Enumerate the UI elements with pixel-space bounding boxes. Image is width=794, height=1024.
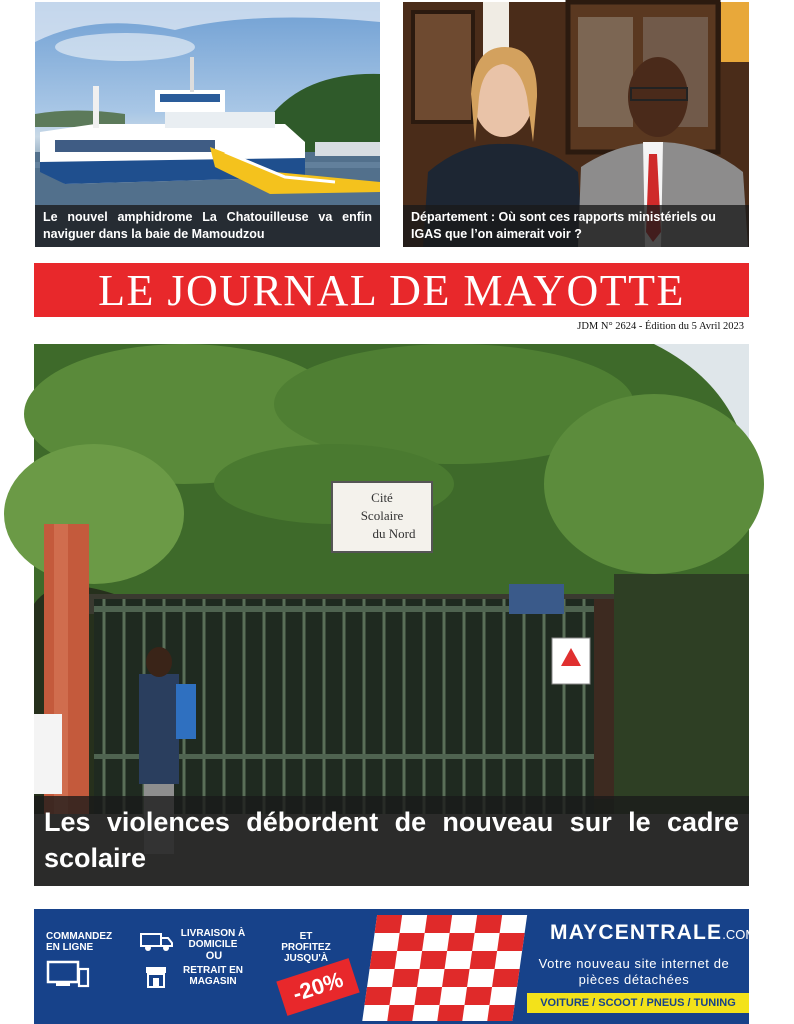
edition-info: JDM N° 2624 - Édition du 5 Avril 2023 <box>577 321 744 332</box>
ad-discount-badge: -20% <box>276 958 359 1016</box>
ad-order-online: COMMANDEZ EN LIGNE <box>46 931 113 953</box>
ad-brand-tld: .COM <box>722 927 757 942</box>
sign-line-1: Cité <box>371 490 393 505</box>
ad-categories: VOITURE / SCOOT / PNEUS / TUNING <box>527 993 749 1013</box>
ad-or-label: OU <box>205 950 223 962</box>
ad-tagline: Votre nouveau site internet de pièces détachées <box>538 956 730 987</box>
lead-headline[interactable]: Les violences débordent de nouveau sur le cadre scolaire <box>34 796 749 886</box>
ad-store-pickup: RETRAIT EN MAGASIN <box>183 965 243 987</box>
ad-brand-name: MAYCENTRALE <box>550 921 723 944</box>
sign-line-2: Scolaire <box>360 508 404 523</box>
ferry-story[interactable] <box>35 2 380 247</box>
computer-phone-icon <box>46 959 90 993</box>
checkered-flag-icon <box>354 909 524 1024</box>
ad-home-delivery: LIVRAISON À DOMICILE <box>180 928 246 950</box>
ferry-caption[interactable]: Le nouvel amphidrome La Chatouilleuse va enfin naviguer dans la baie de Mamoudzou <box>35 205 380 247</box>
store-icon <box>144 965 168 989</box>
sign-line-3: du Nord <box>372 526 416 541</box>
department-caption[interactable]: Département : Où sont ces rapports ministériels ou IGAS que l’on aimerait voir ? <box>403 205 749 247</box>
maycentrale-ad[interactable] <box>34 909 757 1024</box>
delivery-truck-icon <box>140 931 174 953</box>
lead-story[interactable] <box>34 344 749 886</box>
ad-brand[interactable] <box>550 921 756 945</box>
department-story[interactable] <box>403 2 749 247</box>
masthead-title: LE JOURNAL DE MAYOTTE <box>34 263 749 317</box>
ad-benefit: ET PROFITEZ JUSQU'À <box>281 931 331 964</box>
